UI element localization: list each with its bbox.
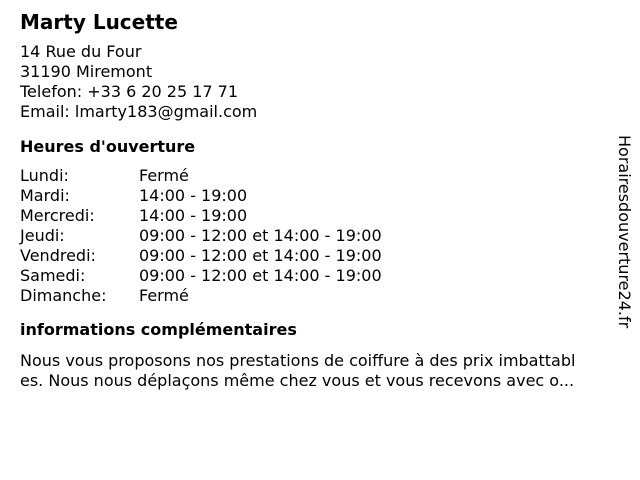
hours-time: 09:00 - 12:00 et 14:00 - 19:00 xyxy=(139,226,382,245)
address-street: 14 Rue du Four xyxy=(20,42,142,61)
hours-day: Dimanche: xyxy=(20,286,107,305)
address-city: 31190 Miremont xyxy=(20,62,153,81)
hours-row-lundi xyxy=(20,166,620,186)
hours-day: Vendredi: xyxy=(20,246,96,265)
hours-row-mercredi xyxy=(20,206,620,226)
hours-row-jeudi xyxy=(20,226,620,246)
additional-info-line-1: Nous vous proposons nos prestations de coiffure à des prix imbattabl xyxy=(20,351,576,370)
phone-line: Telefon: +33 6 20 25 17 71 xyxy=(20,82,239,101)
additional-info-text xyxy=(20,351,620,391)
hours-day: Samedi: xyxy=(20,266,86,285)
business-name: Marty Lucette xyxy=(20,10,178,34)
hours-time: Fermé xyxy=(139,286,189,305)
business-card xyxy=(20,8,620,391)
hours-day: Lundi: xyxy=(20,166,69,185)
hours-time: Fermé xyxy=(139,166,189,185)
hours-row-vendredi xyxy=(20,246,620,266)
site-watermark: Horairesdouverture24.fr xyxy=(615,135,634,329)
hours-day: Mercredi: xyxy=(20,206,95,225)
hours-row-samedi xyxy=(20,266,620,286)
hours-day: Mardi: xyxy=(20,186,70,205)
opening-hours-table xyxy=(20,166,620,306)
hours-time: 14:00 - 19:00 xyxy=(139,186,248,205)
hours-row-mardi xyxy=(20,186,620,206)
hours-row-dimanche xyxy=(20,286,620,306)
email-line: Email: lmarty183@gmail.com xyxy=(20,102,258,121)
hours-time: 09:00 - 12:00 et 14:00 - 19:00 xyxy=(139,266,382,285)
hours-day: Jeudi: xyxy=(20,226,65,245)
hours-time: 09:00 - 12:00 et 14:00 - 19:00 xyxy=(139,246,382,265)
additional-info-line-2: es. Nous nous déplaçons même chez vous et vous recevons avec o... xyxy=(20,371,575,390)
hours-time: 14:00 - 19:00 xyxy=(139,206,248,225)
additional-info-title: informations complémentaires xyxy=(20,320,297,339)
opening-hours-title: Heures d'ouverture xyxy=(20,137,196,156)
